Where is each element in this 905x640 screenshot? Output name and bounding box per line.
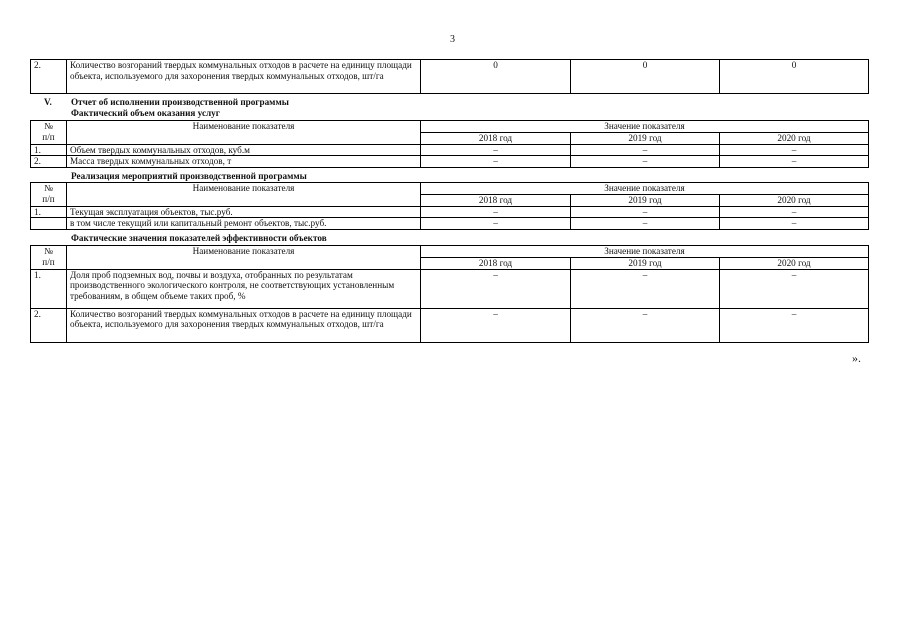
header-name-blank <box>67 257 421 269</box>
header-name: Наименование показателя <box>67 121 421 133</box>
value-2018: – <box>421 269 571 308</box>
page-number: 3 <box>450 34 455 45</box>
header-row <box>31 183 869 195</box>
row-number <box>31 218 67 230</box>
block1-title: Фактический объем оказания услуг <box>71 108 220 118</box>
value-2019: 0 <box>571 60 720 94</box>
header-year: 2018 год <box>421 132 571 144</box>
header-year: 2019 год <box>571 194 720 206</box>
row-number: 1. <box>31 144 67 156</box>
value-2020: – <box>720 308 869 342</box>
header-row <box>31 257 869 269</box>
row-number: 1. <box>31 206 67 218</box>
table-row <box>31 206 869 218</box>
header-year: 2018 год <box>421 194 571 206</box>
header-year: 2019 год <box>571 257 720 269</box>
row-name: Доля проб подземных вод, почвы и воздуха, отобранных по результатам производственного экологического контроля, не соответствующих установленным требованиям, в общем объеме таких проб, % <box>67 269 421 308</box>
header-name: Наименование показателя <box>67 246 421 258</box>
row-number: 2. <box>31 156 67 168</box>
header-name: Наименование показателя <box>67 183 421 195</box>
value-2019: – <box>571 156 720 168</box>
header-year: 2019 год <box>571 132 720 144</box>
program-activities-table <box>30 182 869 230</box>
table-row <box>31 144 869 156</box>
block2-title: Реализация мероприятий производственной программы <box>71 171 307 181</box>
value-2019: – <box>571 206 720 218</box>
header-year: 2020 год <box>720 132 869 144</box>
table-row <box>31 60 869 94</box>
value-2020: – <box>720 144 869 156</box>
value-2018: 0 <box>421 60 571 94</box>
value-2019: – <box>571 269 720 308</box>
header-num: № <box>31 121 67 133</box>
header-num-sub: п/п <box>31 257 67 269</box>
header-row <box>31 194 869 206</box>
value-2020: – <box>720 269 869 308</box>
header-year: 2018 год <box>421 257 571 269</box>
value-2019: – <box>571 308 720 342</box>
value-2018: – <box>421 144 571 156</box>
row-number: 1. <box>31 269 67 308</box>
header-value: Значение показателя <box>421 246 869 258</box>
top-table <box>30 59 869 94</box>
value-2020: – <box>720 206 869 218</box>
header-row <box>31 246 869 258</box>
header-num: № <box>31 246 67 258</box>
closing-quote: ». <box>852 351 861 365</box>
block3-title: Фактические значения показателей эффективности объектов <box>71 233 327 243</box>
services-volume-table <box>30 120 869 168</box>
row-name: Текущая эксплуатация объектов, тыс.руб. <box>67 206 421 218</box>
header-year: 2020 год <box>720 194 869 206</box>
efficiency-indicators-table <box>30 245 869 343</box>
header-value: Значение показателя <box>421 183 869 195</box>
row-name: в том числе текущий или капитальный ремонт объектов, тыс.руб. <box>67 218 421 230</box>
value-2019: – <box>571 218 720 230</box>
row-name: Масса твердых коммунальных отходов, т <box>67 156 421 168</box>
value-2018: – <box>421 218 571 230</box>
value-2020: 0 <box>720 60 869 94</box>
header-value: Значение показателя <box>421 121 869 133</box>
header-num-sub: п/п <box>31 194 67 206</box>
row-number: 2. <box>31 60 67 94</box>
header-name-blank <box>67 194 421 206</box>
table-row <box>31 308 869 342</box>
table-row <box>31 218 869 230</box>
header-year: 2020 год <box>720 257 869 269</box>
row-name: Количество возгораний твердых коммунальных отходов в расчете на единицу площади объекта, используемого для захоронения твердых коммунальных отходов, шт/га <box>67 60 421 94</box>
header-num: № <box>31 183 67 195</box>
header-row <box>31 132 869 144</box>
header-name-blank <box>67 132 421 144</box>
row-number: 2. <box>31 308 67 342</box>
table-row <box>31 156 869 168</box>
row-name: Количество возгораний твердых коммунальных отходов в расчете на единицу площади объекта, используемого для захоронения твердых коммунальных отходов, шт/га <box>67 308 421 342</box>
value-2020: – <box>720 156 869 168</box>
header-num-sub: п/п <box>31 132 67 144</box>
table-row <box>31 269 869 308</box>
value-2020: – <box>720 218 869 230</box>
value-2018: – <box>421 156 571 168</box>
section-title: Отчет об исполнении производственной программы <box>71 97 289 107</box>
row-name: Объем твердых коммунальных отходов, куб.м <box>67 144 421 156</box>
value-2019: – <box>571 144 720 156</box>
value-2018: – <box>421 206 571 218</box>
header-row <box>31 121 869 133</box>
value-2018: – <box>421 308 571 342</box>
section-number: V. <box>44 97 52 107</box>
